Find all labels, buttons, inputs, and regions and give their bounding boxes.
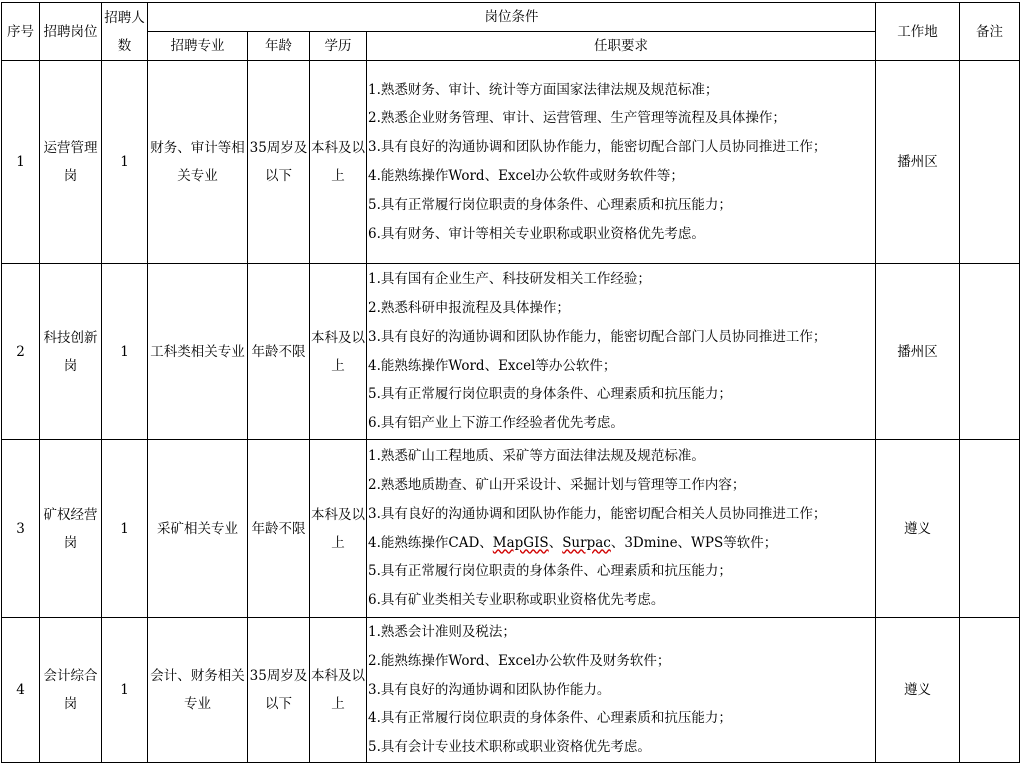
header-education: 学历 — [310, 32, 367, 61]
cell-age: 年龄不限 — [248, 264, 310, 440]
cell-remark — [960, 440, 1020, 618]
cell-major: 工科类相关专业 — [148, 264, 248, 440]
cell-requirements — [367, 61, 876, 264]
cell-location: 遵义 — [876, 440, 960, 618]
requirement-item: 5.具有正常履行岗位职责的身体条件、心理素质和抗压能力； — [368, 563, 732, 580]
cell-location: 遵义 — [876, 618, 960, 763]
header-row-2 — [2, 32, 1020, 61]
requirement-item: 6.具有铝产业上下游工作经验者优先考虑。 — [368, 415, 624, 432]
header-position: 招聘岗位 — [40, 3, 102, 61]
requirement-item: 1.熟悉财务、审计、统计等方面国家法律法规及规范标准； — [368, 81, 719, 98]
requirement-item: 4.能熟练操作CAD、MapGIS、Surpac、3Dmine、WPS等软件； — [368, 534, 778, 551]
header-major: 招聘专业 — [148, 32, 248, 61]
requirement-item: 3.具有良好的沟通协调和团队协作能力，能密切配合部门人员协同推进工作； — [368, 328, 827, 345]
requirement-item: 1.熟悉矿山工程地质、采矿等方面法律法规及规范标准。 — [368, 448, 705, 465]
requirement-item: 3.具有良好的沟通协调和团队协作能力，能密切配合部门人员协同推进工作； — [368, 139, 827, 156]
header-location: 工作地 — [876, 3, 960, 61]
requirement-item: 6.具有财务、审计等相关专业职称或职业资格优先考虑。 — [368, 225, 705, 242]
header-requirements: 任职要求 — [367, 32, 876, 61]
header-seq: 序号 — [2, 3, 40, 61]
cell-requirements — [367, 618, 876, 763]
header-row-1 — [2, 3, 1020, 32]
cell-position: 运营管理岗 — [40, 61, 102, 264]
header-conditions: 岗位条件 — [148, 3, 876, 32]
cell-major: 采矿相关专业 — [148, 440, 248, 618]
cell-count: 1 — [102, 61, 148, 264]
recruitment-table — [1, 2, 1020, 763]
requirement-item: 2.熟悉企业财务管理、审计、运营管理、生产管理等流程及具体操作； — [368, 110, 786, 127]
cell-requirements — [367, 264, 876, 440]
cell-requirements — [367, 440, 876, 618]
cell-seq: 3 — [2, 440, 40, 618]
cell-seq: 2 — [2, 264, 40, 440]
cell-seq: 4 — [2, 618, 40, 763]
cell-remark — [960, 618, 1020, 763]
requirement-item: 1.具有国有企业生产、科技研发相关工作经验； — [368, 271, 651, 288]
cell-remark — [960, 264, 1020, 440]
table-row — [2, 264, 1020, 440]
requirement-item: 3.具有良好的沟通协调和团队协作能力。 — [368, 681, 611, 698]
cell-count: 1 — [102, 618, 148, 763]
requirement-item: 5.具有会计专业技术职称或职业资格优先考虑。 — [368, 739, 651, 756]
header-age: 年龄 — [248, 32, 310, 61]
cell-count: 1 — [102, 264, 148, 440]
requirement-item: 3.具有良好的沟通协调和团队协作能力，能密切配合相关人员协同推进工作； — [368, 505, 827, 522]
requirement-item: 5.具有正常履行岗位职责的身体条件、心理素质和抗压能力； — [368, 386, 732, 403]
cell-education: 本科及以上 — [310, 618, 367, 763]
cell-major: 财务、审计等相关专业 — [148, 61, 248, 264]
header-count: 招聘人数 — [102, 3, 148, 61]
cell-count: 1 — [102, 440, 148, 618]
cell-education: 本科及以上 — [310, 264, 367, 440]
requirement-item: 1.熟悉会计准则及税法； — [368, 624, 516, 640]
cell-age: 35周岁及以下 — [248, 618, 310, 763]
requirement-item: 6.具有矿业类相关专业职称或职业资格优先考虑。 — [368, 592, 665, 609]
table-row — [2, 618, 1020, 763]
requirement-item: 2.熟悉地质勘查、矿山开采设计、采掘计划与管理等工作内容； — [368, 476, 746, 493]
cell-location: 播州区 — [876, 61, 960, 264]
requirement-item: 4.具有正常履行岗位职责的身体条件、心理素质和抗压能力； — [368, 710, 732, 727]
cell-education: 本科及以上 — [310, 61, 367, 264]
requirement-item: 5.具有正常履行岗位职责的身体条件、心理素质和抗压能力； — [368, 196, 732, 213]
cell-major: 会计、财务相关专业 — [148, 618, 248, 763]
cell-seq: 1 — [2, 61, 40, 264]
cell-position: 会计综合岗 — [40, 618, 102, 763]
table-row — [2, 61, 1020, 264]
cell-location: 播州区 — [876, 264, 960, 440]
table-row — [2, 440, 1020, 618]
cell-position: 科技创新岗 — [40, 264, 102, 440]
requirement-item: 4.能熟练操作Word、Excel等办公软件； — [368, 357, 617, 374]
header-remark: 备注 — [960, 3, 1020, 61]
cell-age: 年龄不限 — [248, 440, 310, 618]
cell-age: 35周岁及以下 — [248, 61, 310, 264]
cell-remark — [960, 61, 1020, 264]
cell-education: 本科及以上 — [310, 440, 367, 618]
requirement-item: 2.熟悉科研申报流程及具体操作； — [368, 299, 570, 316]
cell-position: 矿权经营岗 — [40, 440, 102, 618]
requirement-item: 4.能熟练操作Word、Excel办公软件或财务软件等； — [368, 168, 684, 184]
requirement-item: 2.能熟练操作Word、Excel办公软件及财务软件； — [368, 652, 671, 669]
